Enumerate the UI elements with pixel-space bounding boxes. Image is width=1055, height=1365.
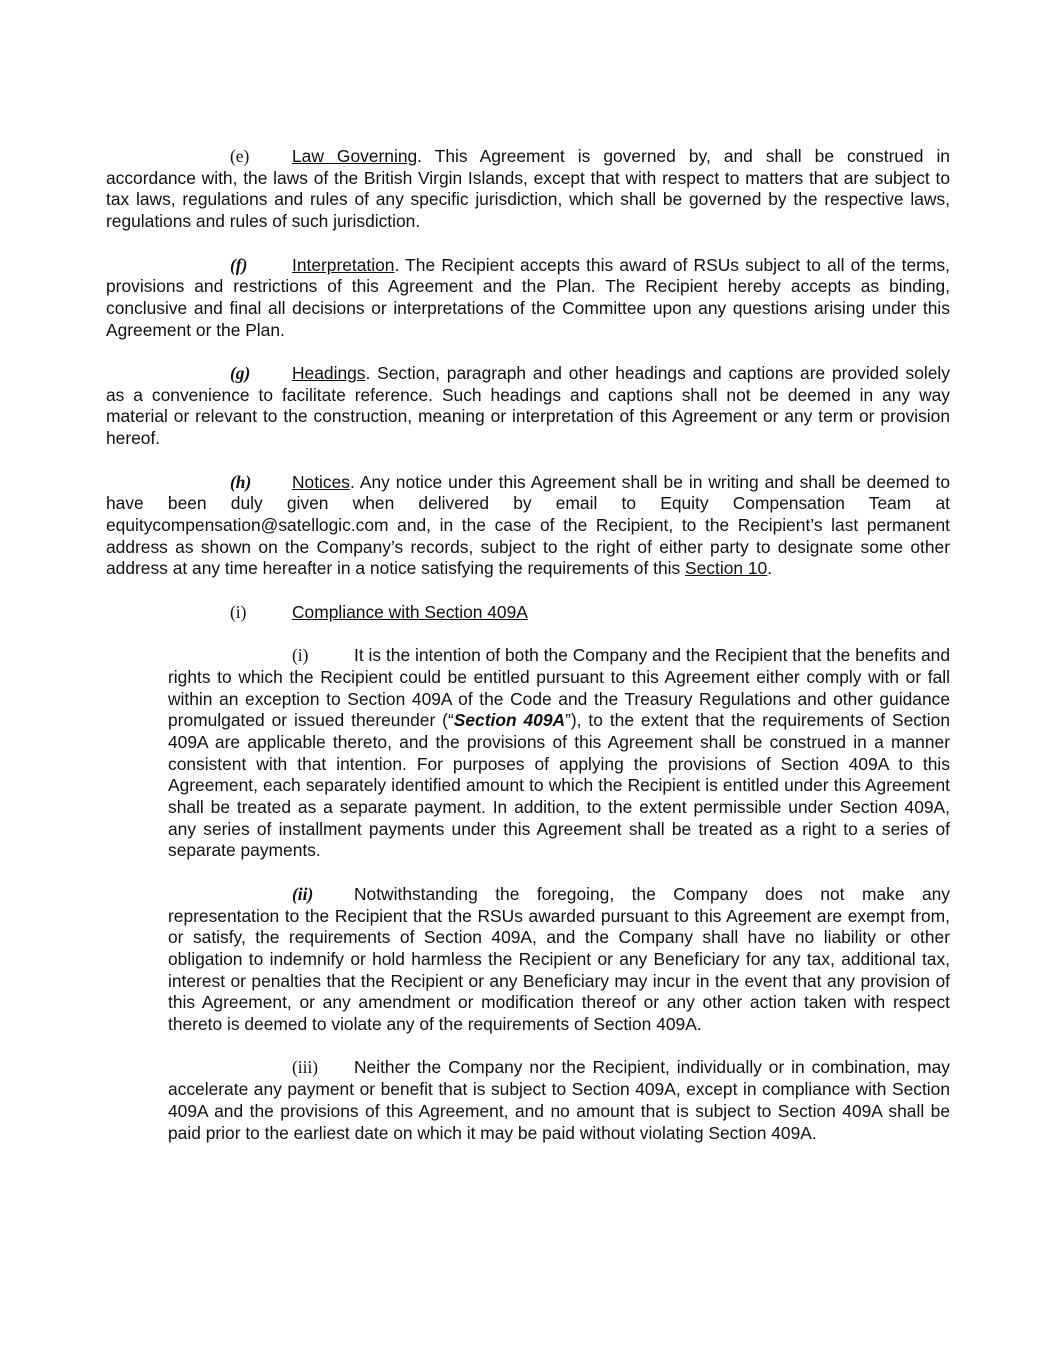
section-g-body: . Section, paragraph and other headings and captions are provided solely as a convenience to facilitate reference. Such headings and captions shall not be deemed in any way material or relevant to the construction, meaning or interpretation of this Agreement or any term or provision hereof. [106,363,950,449]
section-f-label: (f) [230,254,248,275]
section-f-title: Interpretation [292,254,395,275]
section-e-title: Law Governing [292,146,418,166]
section-i [106,602,950,624]
section-f [106,255,950,342]
section-h-label: (h) [230,471,252,492]
section-i-title: Compliance with Section 409A [292,601,528,622]
section-h [106,472,950,581]
section-i-label: (i) [230,601,247,622]
section-h-end: . [767,558,773,579]
sub-i-body-post: ”), to the extent that the requirements of Section 409A are applicable thereto, and the provisions of this Agreement shall be construed in a manner consistent with that intention. For purposes of applying the provisions of Section 409A to this Agreement, each separately identified amount to which the Recipient is entitled under this Agreement shall be treated as a separate payment. In addition, to the extent permissible under Section 409A, any series of installment payments under this Agreement shall be treated as a right to a series of separate payments. [168,710,951,861]
section-g [106,363,950,450]
sub-i-defined-term: Section 409A [453,710,566,731]
document-page [106,146,950,1166]
section-g-label: (g) [230,363,251,383]
section-i-sub-i [168,645,950,862]
section-e-body: . This Agreement is governed by, and shall be construed in accordance with, the laws of the British Virgin Islands, except that with respect to matters that are subject to tax laws, regulations and rules of any specific jurisdiction, which shall be governed by the respective laws, regulations and rules of such jurisdiction. [106,146,950,232]
sub-i-body-pre: It is the intention of both the Company and the Recipient that the benefits and rights to which the Recipient could be entitled pursuant to this Agreement either comply with or fall within an exception to Section 409A of the Code and the Treasury Regulations and other guidance promulgated or issued thereunder (“ [168,645,950,731]
section-h-title: Notices [292,471,350,492]
section-i-sub-ii [168,884,950,1036]
sub-iii-body: Neither the Company nor the Recipient, individually or in combination, may accelerate any payment or benefit that is subject to Section 409A, except in compliance with Section 409A and the provisions of this Agreement, and no amount that is subject to Section 409A shall be paid prior to the earliest date on which it may be paid without violating Section 409A. [168,1057,950,1143]
section-f-body: . The Recipient accepts this award of RSUs subject to all of the terms, provisions and restrictions of this Agreement and the Plan. The Recipient hereby accepts as binding, conclusive and final all decisions or interpretations of the Committee upon any questions arising under this Agreement or the Plan. [106,254,950,340]
sub-i-label: (i) [292,645,309,666]
sub-iii-label: (iii) [292,1057,319,1078]
section-e-label: (e) [230,146,250,166]
sub-ii-body: Notwithstanding the foregoing, the Company does not make any representation to the Recipient that the RSUs awarded pursuant to this Agreement are exempt from, or satisfy, the requirements of Section 409A, and the Company shall have no liability or other obligation to indemnify or hold harmless the Recipient or any Beneficiary for any tax, additional tax, interest or penalties that the Recipient or any Beneficiary may incur in the event that any provision of this Agreement, or any amendment or modification thereof or any other action taken with respect thereto is deemed to violate any of the requirements of Section 409A. [168,883,950,1035]
section-e [106,146,950,233]
section-g-title: Headings [292,363,366,383]
sub-ii-label: (ii) [292,883,314,904]
section-h-reference: Section 10 [685,558,768,579]
section-h-body: . Any notice under this Agreement shall be in writing and shall be deemed to have been duly given when delivered by email to Equity Compensation Team at equitycompensation@satellogic.com and, in the case of the Recipient, to the Recipient’s last permanent address as shown on the Company’s records, subject to the right of either party to designate some other address at any time hereafter in a notice satisfying the requirements of this [106,471,950,579]
section-i-sub-iii [168,1057,950,1144]
